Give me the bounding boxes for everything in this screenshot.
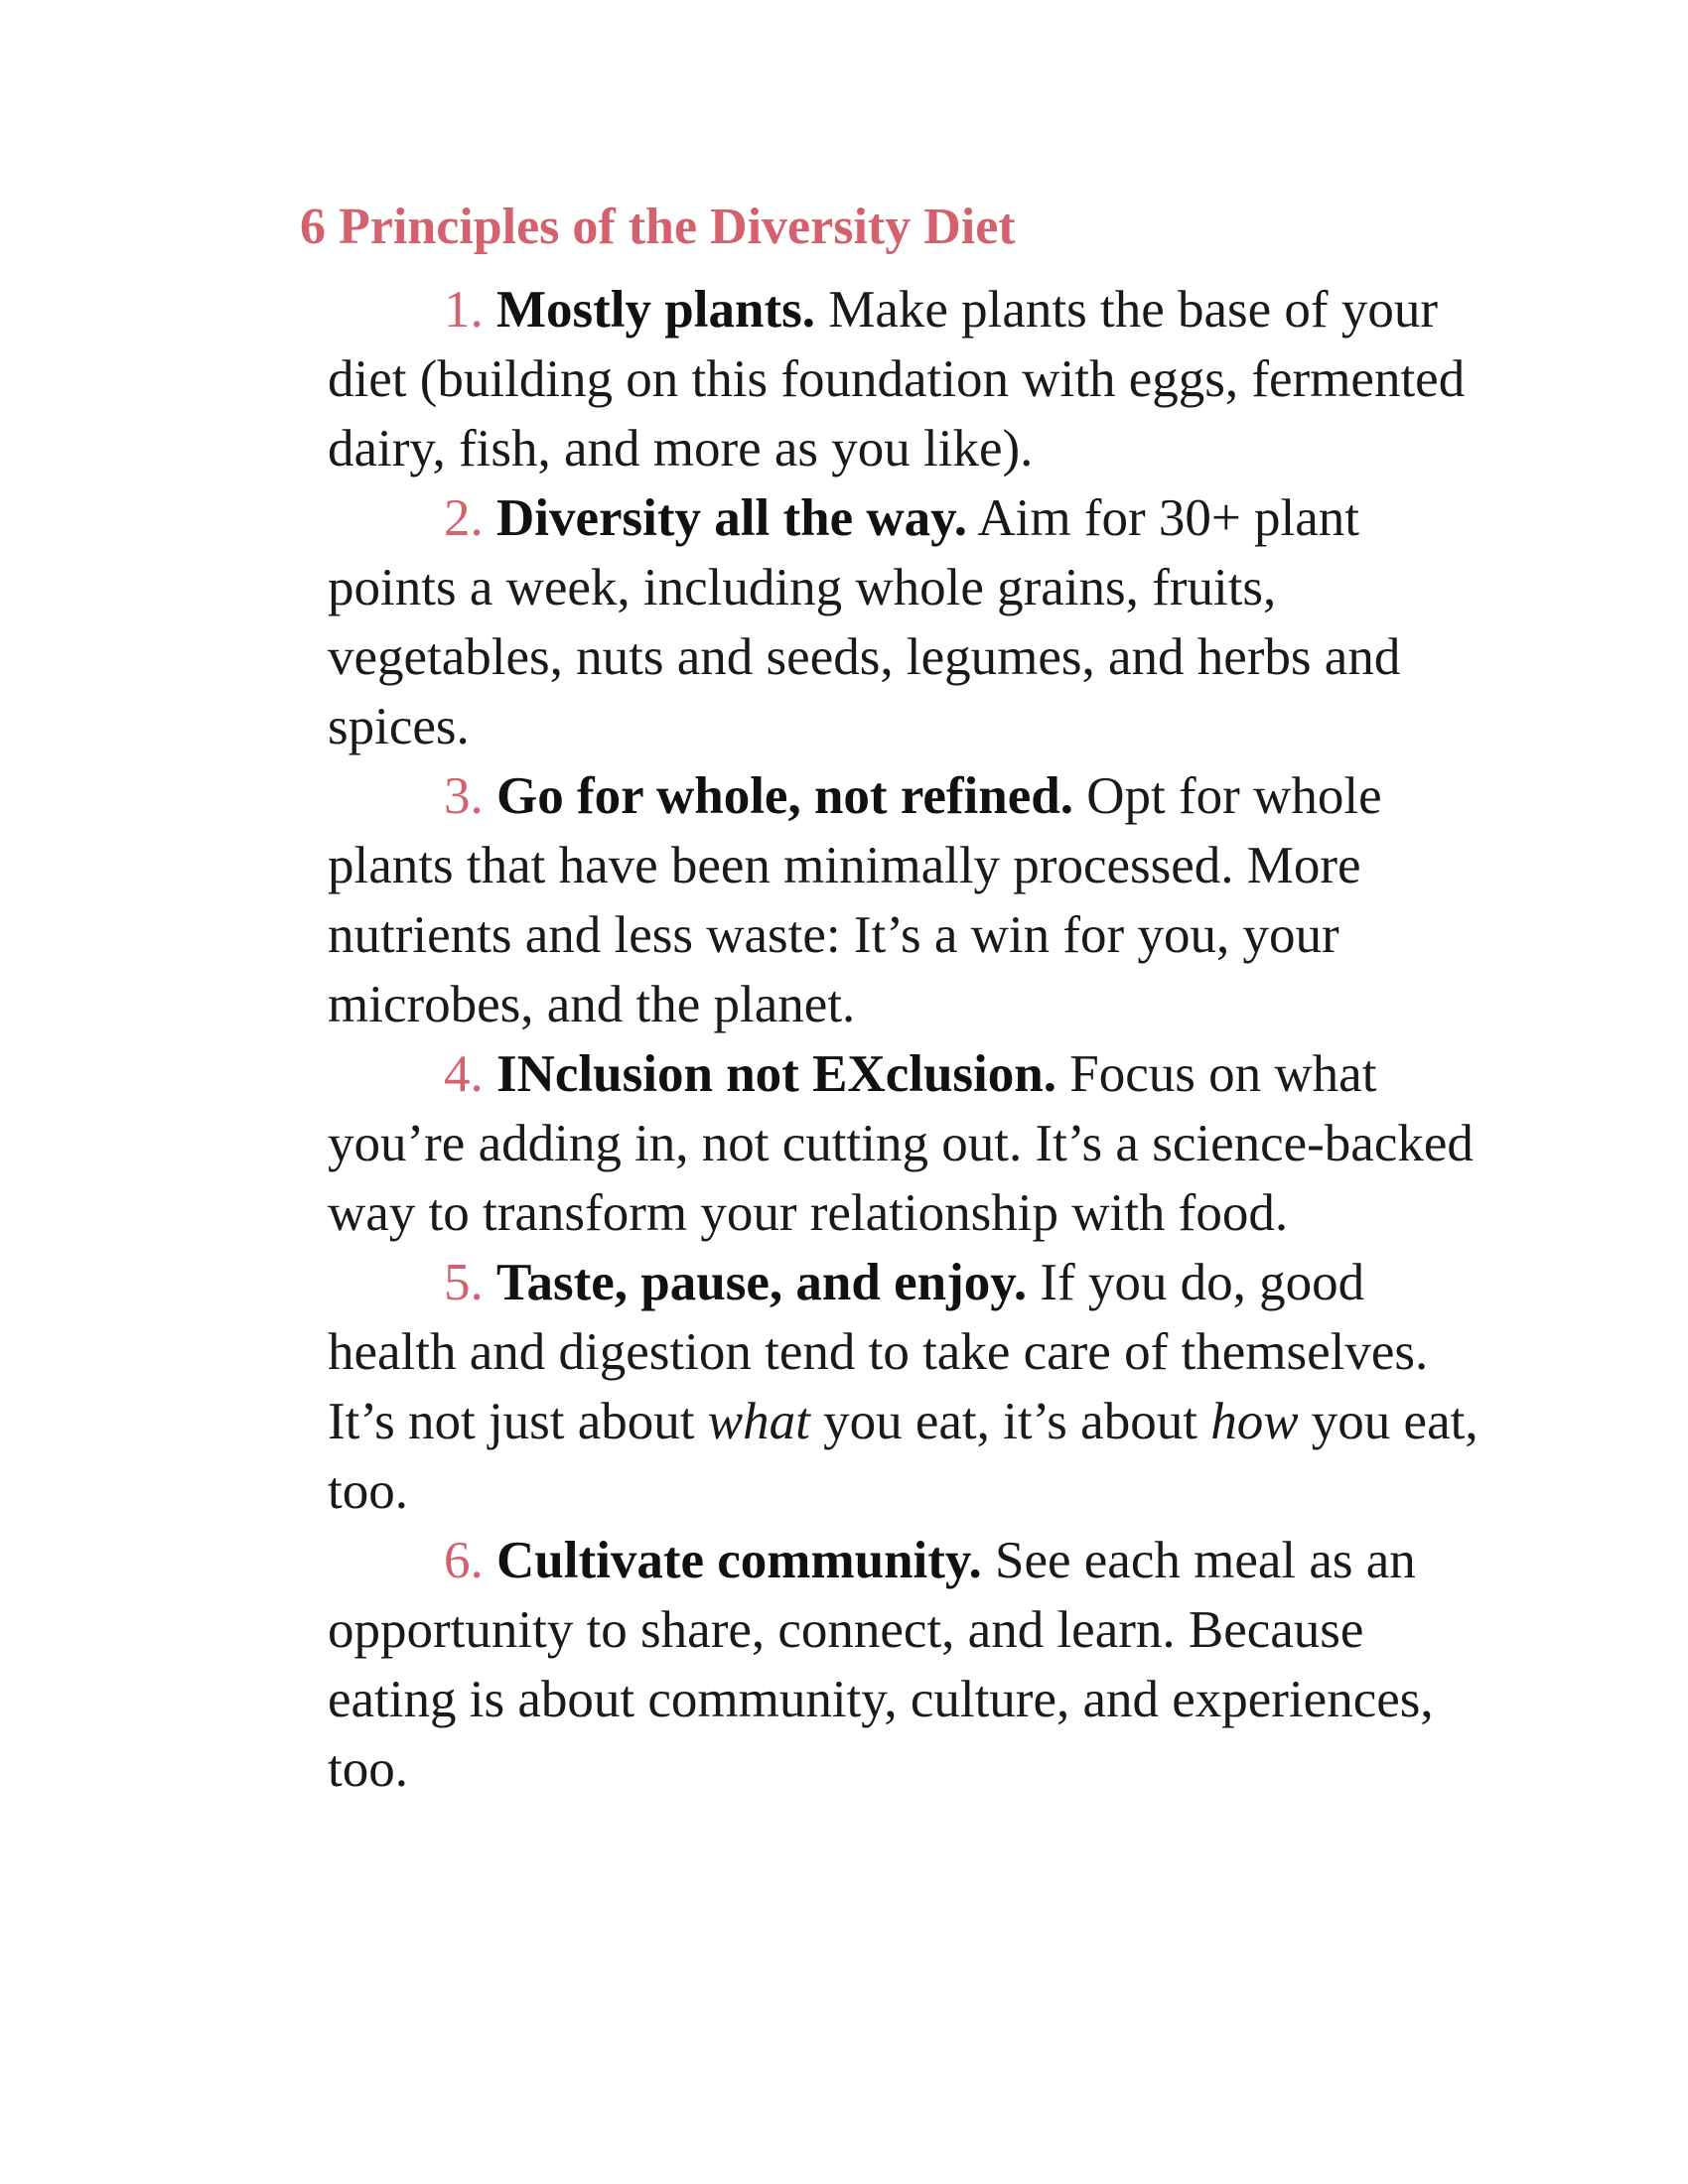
principle-body: Focus on what you’re adding in, not cutting out. It’s a science-backed way to transform your relationship with food.	[328, 1045, 1474, 1242]
principle-emphasis: what	[707, 1393, 810, 1450]
principle-number: 4.	[444, 1045, 484, 1103]
page-title: 6 Principles of the Diversity Diet	[300, 199, 1016, 255]
principle-heading: Cultivate community.	[496, 1532, 982, 1589]
principle-heading: Diversity all the way.	[496, 489, 967, 547]
principle-item-1	[328, 275, 1479, 483]
principle-item-2	[328, 483, 1479, 761]
principle-number: 3.	[444, 767, 484, 825]
principle-heading: Mostly plants.	[496, 281, 815, 339]
principle-number: 5.	[444, 1254, 484, 1311]
principle-emphasis: how	[1210, 1393, 1299, 1450]
principle-heading: Go for whole, not refined.	[496, 767, 1074, 825]
principle-item-3	[328, 761, 1479, 1039]
principle-heading: INclusion not EXclusion.	[496, 1045, 1057, 1103]
principle-body: Opt for whole plants that have been minimally processed. More nutrients and less waste: It’s a win for you, your microbes, and the planet.	[328, 767, 1382, 1033]
principle-item-5	[328, 1248, 1479, 1526]
principle-body: See each meal as an opportunity to share, connect, and learn. Because eating is about community, culture, and experiences, too.	[328, 1532, 1434, 1798]
principle-heading: Taste, pause, and enjoy.	[496, 1254, 1028, 1311]
principle-number: 2.	[444, 489, 484, 547]
principle-item-6	[328, 1526, 1479, 1804]
principle-number: 6.	[444, 1532, 484, 1589]
principle-body: Make plants the base of your diet (building on this foundation with eggs, fermented dairy, fish, and more as you like).	[328, 281, 1466, 478]
principle-body: Aim for 30+ plant points a week, including whole grains, fruits, vegetables, nuts and seeds, legumes, and herbs and spices.	[328, 489, 1401, 755]
principle-number: 1.	[444, 281, 484, 339]
principle-body: If you do, good health and digestion tend to take care of themselves. It’s not just about	[328, 1254, 1429, 1450]
principle-body: you eat, too.	[328, 1393, 1478, 1520]
principle-item-4	[328, 1039, 1479, 1248]
principles-list	[328, 275, 1479, 1804]
principle-body: you eat, it’s about	[823, 1393, 1197, 1450]
